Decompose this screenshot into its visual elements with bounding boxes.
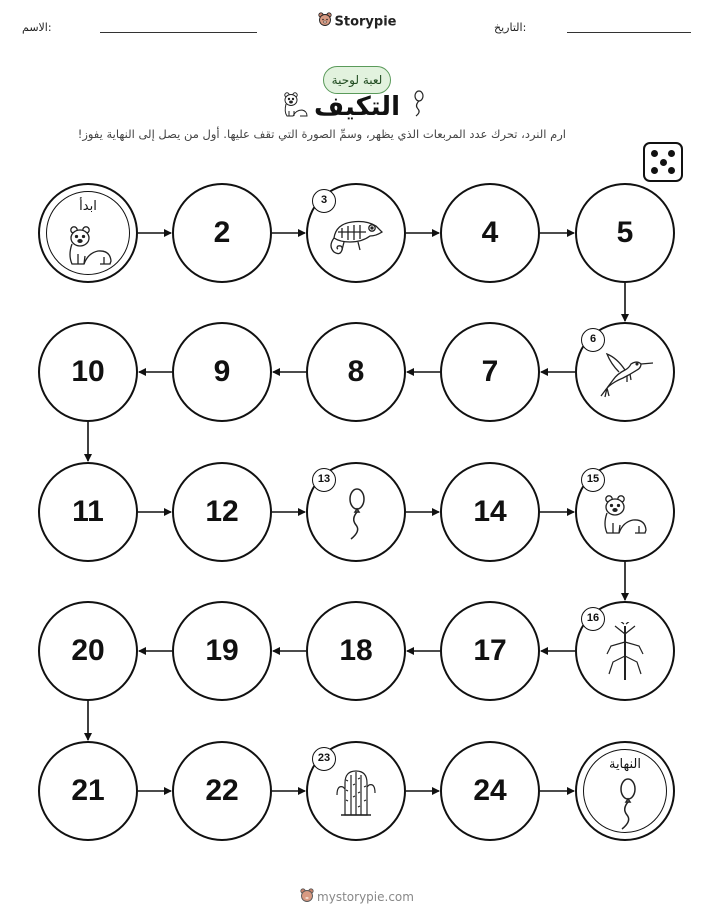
space-number: 12	[205, 495, 239, 528]
space-number: 24	[473, 774, 507, 807]
space-number: 21	[71, 774, 105, 807]
space-number: 14	[473, 495, 507, 528]
board-space[interactable]	[306, 322, 406, 422]
space-number: 8	[347, 355, 365, 388]
balloon-icon	[341, 487, 371, 545]
space-number: 10	[71, 355, 105, 388]
board-space[interactable]	[440, 183, 540, 283]
board-space[interactable]	[172, 462, 272, 562]
balloon-icon	[612, 777, 642, 835]
game-type-badge: لعبة لوحية	[323, 66, 391, 94]
space-number-badge: 13	[312, 468, 336, 492]
space-number: 2	[213, 216, 231, 249]
space-number: 11	[72, 495, 104, 528]
board-space[interactable]	[440, 322, 540, 422]
footer-url[interactable]: mystorypie.com	[317, 890, 414, 904]
board-space[interactable]	[38, 462, 138, 562]
space-number: 18	[339, 634, 373, 667]
board-space[interactable]	[38, 601, 138, 701]
polar-bear-icon	[64, 223, 116, 271]
stick-insect-icon	[605, 622, 645, 688]
space-number-badge: 23	[312, 747, 336, 771]
start-label: ابدأ	[79, 199, 97, 214]
board-space[interactable]	[306, 183, 406, 283]
board-space[interactable]	[306, 601, 406, 701]
space-number-badge: 3	[312, 189, 336, 213]
board-space[interactable]	[575, 601, 675, 701]
board-space[interactable]	[575, 183, 675, 283]
space-number: 19	[205, 634, 239, 667]
space-number-badge: 16	[581, 607, 605, 631]
board-space[interactable]	[306, 462, 406, 562]
finish-label: النهاية	[608, 757, 642, 772]
hummingbird-icon	[597, 350, 653, 402]
space-number: 22	[205, 774, 239, 807]
board-space[interactable]	[440, 741, 540, 841]
space-number: 20	[71, 634, 105, 667]
bear-logo-icon	[300, 888, 314, 907]
board-space[interactable]	[38, 322, 138, 422]
space-number: 17	[473, 634, 507, 667]
board-space[interactable]	[172, 322, 272, 422]
page-title: التكيف	[314, 92, 400, 122]
board-space[interactable]	[172, 741, 272, 841]
cactus-icon	[333, 765, 379, 825]
space-number: 5	[616, 216, 634, 249]
board-space[interactable]	[172, 601, 272, 701]
space-number-badge: 15	[581, 468, 605, 492]
board-space[interactable]	[440, 462, 540, 562]
space-number: 9	[213, 355, 231, 388]
date-label: التاريخ:	[494, 21, 527, 34]
space-number: 4	[481, 216, 499, 249]
finish-space[interactable]	[575, 741, 675, 841]
board-space[interactable]	[575, 322, 675, 422]
board-space[interactable]	[172, 183, 272, 283]
polar-bear-icon	[599, 492, 651, 540]
name-label: الاسم:	[22, 21, 52, 34]
brand-name: Storypie	[334, 14, 397, 30]
space-number-badge: 6	[581, 328, 605, 352]
chameleon-icon	[326, 212, 386, 262]
instructions: ارم النرد، تحرك عدد المربعات الذي يظهر، وسمِّ الصورة التي تقف عليها. أول من يصل إلى النهاية يفوز!	[77, 127, 566, 141]
board-space[interactable]	[575, 462, 675, 562]
space-number: 7	[481, 355, 499, 388]
board-space[interactable]	[38, 741, 138, 841]
footer	[0, 888, 714, 907]
start-space[interactable]	[38, 183, 138, 283]
board-space[interactable]	[440, 601, 540, 701]
board-space[interactable]	[306, 741, 406, 841]
